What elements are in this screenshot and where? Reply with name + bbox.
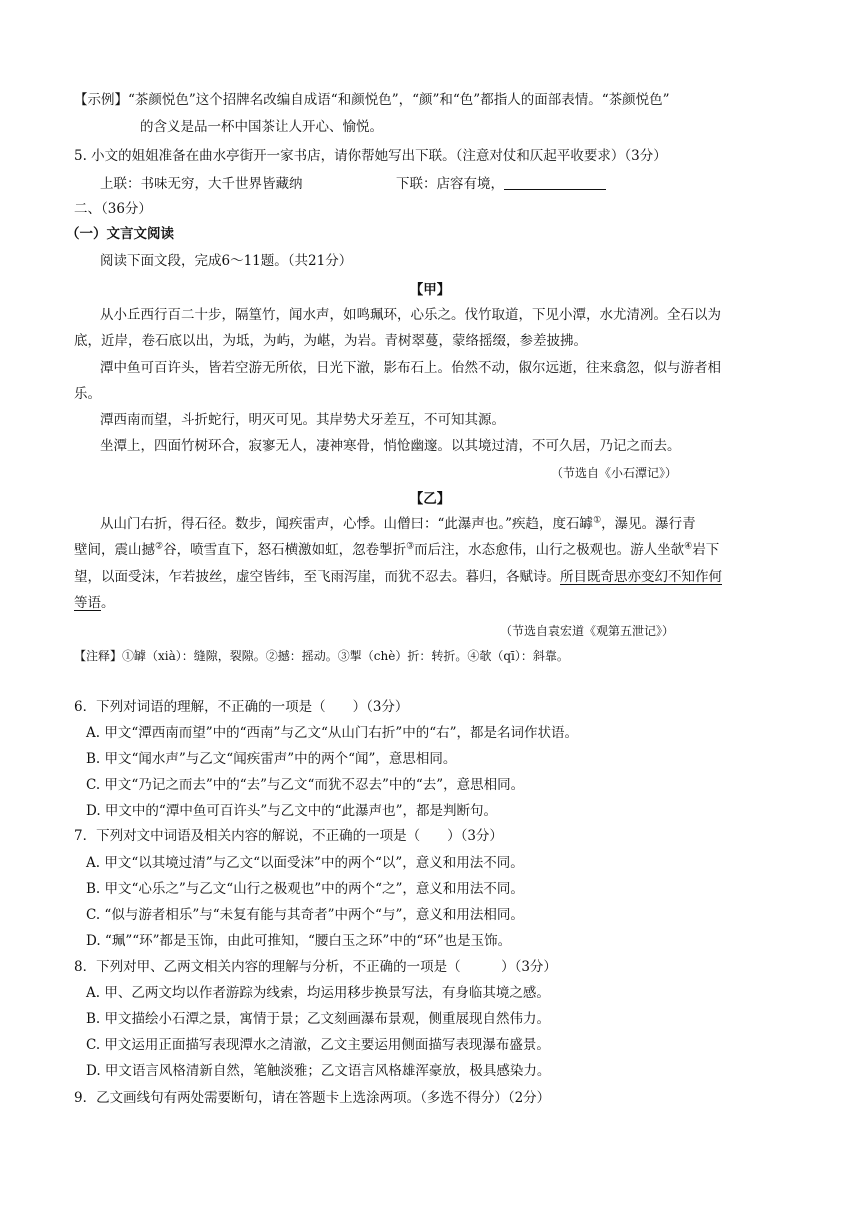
underlined-sentence-part1: 所目既奇思亦变幻不知作何 (560, 569, 722, 585)
q8-option-a: A. 甲、乙两文均以作者游踪为线索，均运用移步换景写法，有身临其境之感。 (86, 985, 550, 1001)
q6-option-a: A. 甲文“潭西南而望”中的“西南”与乙文“从山门右折”中的“右”，都是名词作状语。 (86, 725, 579, 741)
q5-lower-text: 下联：店容有境， (396, 176, 504, 192)
question-5-prompt: 5. 小文的姐姐准备在曲水亭街开一家书店，请你帮她写出下联。（注意对仗和仄起平收要求）（3分） (74, 148, 667, 164)
passage-jia-heading: 【甲】 (409, 282, 451, 298)
underlined-sentence-part2: 等语 (74, 595, 101, 611)
yi-text: 从山门右折，得石径。数步，闻疾雷声，心悸。山僧曰：“此瀑声也。”疾趋，度石罅 (100, 516, 594, 532)
yi-text: 壁间，震山撼 (74, 542, 155, 558)
section-2-title: 二、（36分） (74, 201, 152, 217)
question-7-stem: 7．下列对文中词语及相关内容的解说，不正确的一项是（ ）（3分） (74, 828, 503, 844)
passage-jia-p1-line2: 底，近岸，卷石底以出，为坻，为屿，为嵁，为岩。青树翠蔓，蒙络摇缀，参差披拂。 (74, 333, 587, 349)
note-marker-4: ④ (684, 541, 693, 552)
yi-text: 谷，喷雪直下，怒石横激如虹，忽卷掣折 (163, 542, 407, 558)
q7-option-d: D. “珮”“环”都是玉饰，由此可推知，“腰白玉之环”中的“环”也是玉饰。 (86, 933, 512, 949)
q5-upper-couplet: 上联：书味无穷，大千世界皆藏纳 (100, 176, 303, 192)
yi-text: 岩下 (692, 542, 720, 558)
example-line-2: 的含义是品一杯中国茶让人开心、愉悦。 (140, 119, 383, 135)
question-8-stem: 8．下列对甲、乙两文相关内容的理解与分析，不正确的一项是（ ）（3分） (74, 959, 557, 975)
q8-option-d: D. 甲文语言风格清新自然，笔触淡雅；乙文语言风格雄浑豪放，极具感染力。 (86, 1063, 551, 1079)
note-marker-1: ① (593, 515, 602, 526)
q7-option-b: B. 甲文“心乐之”与乙文“山行之极观也”中的两个“之”，意义和用法不同。 (86, 881, 524, 897)
note-marker-3: ③ (406, 541, 415, 552)
q6-option-c: C. 甲文“乃记之而去”中的“去”与乙文“而犹不忍去”中的“去”，意思相同。 (86, 777, 525, 793)
passage-yi-heading: 【乙】 (409, 491, 451, 507)
reading-instruction: 阅读下面文段，完成6～11题。（共21分） (100, 253, 353, 269)
q7-option-c: C. “似与游者相乐”与“未复有能与其奇者”中两个“与”，意义和用法相同。 (86, 907, 524, 923)
passage-yi-line3 (74, 567, 722, 587)
q5-answer-blank[interactable] (504, 175, 606, 190)
note-marker-2: ② (155, 541, 164, 552)
passage-jia-p4: 坐潭上，四面竹树环合，寂寥无人，凄神寒骨，悄怆幽邃。以其境过清，不可久居，乃记之而去。 (100, 438, 681, 454)
yi-text: 望，以面受沫，乍若披丝，虚空皆纬，至飞雨泻崖，而犹不忍去。暮归，各赋诗。 (74, 569, 560, 585)
question-6-stem: 6．下列对词语的理解，不正确的一项是（ ）（3分） (74, 699, 409, 715)
passage-yi-line1 (100, 514, 696, 534)
question-9-stem: 9．乙文画线句有两处需要断句，请在答题卡上选涂两项。（多选不得分）（2分） (74, 1090, 551, 1106)
passage-jia-p2-line2: 乐。 (74, 386, 101, 402)
yi-text: 而后注，水态愈伟，山行之极观也。游人坐欹 (414, 542, 685, 558)
passage-jia-source: （节选自《小石潭记》） (551, 466, 678, 480)
q8-option-c: C. 甲文运用正面描写表现潭水之清澈，乙文主要运用侧面描写表现瀑布盛景。 (86, 1037, 550, 1053)
passage-jia-p1-line1: 从小丘西行百二十步，隔篁竹，闻水声，如鸣珮环，心乐之。伐竹取道，下见小潭，水尤清冽。全石以为 (100, 307, 721, 323)
yi-text: 。 (101, 595, 115, 611)
q5-lower-couplet (396, 174, 606, 194)
q6-option-d: D. 甲文中的“潭中鱼可百许头”与乙文中的“此瀑声也”，都是判断句。 (86, 803, 498, 819)
subsection-classical-reading: （一）文言文阅读 (66, 226, 174, 242)
passage-yi-line2 (74, 540, 719, 560)
q6-option-b: B. 甲文“闻水声”与乙文“闻疾雷声”中的两个“闻”，意思相同。 (86, 751, 457, 767)
passage-jia-p2-line1: 潭中鱼可百许头，皆若空游无所依，日光下澈，影布石上。佁然不动，俶尔远逝，往来翕忽，似与游者相 (100, 360, 721, 376)
passage-jia-p3: 潭西南而望，斗折蛇行，明灭可见。其岸势犬牙差互，不可知其源。 (100, 412, 505, 428)
yi-text: ，瀑见。瀑行青 (601, 516, 696, 532)
passage-yi-source: （节选自袁宏道《观第五泄记》） (500, 624, 675, 638)
q8-option-b: B. 甲文描绘小石潭之景，寓情于景；乙文刻画瀑布景观，侧重展现自然伟力。 (86, 1011, 551, 1027)
passage-yi-line4 (74, 593, 115, 613)
example-line-1: 【示例】“茶颜悦色”这个招牌名改编自成语“和颜悦色”，“颜”和“色”都指人的面部表情。“茶颜悦色” (74, 92, 670, 108)
annotation-notes: 【注释】①罅（xià）：缝隙，裂隙。②撼：摇动。③掣（chè）折：转折。④欹（qī）：斜靠。 (74, 649, 569, 663)
q7-option-a: A. 甲文“以其境过清”与乙文“以面受沫”中的两个“以”，意义和用法不同。 (86, 855, 524, 871)
